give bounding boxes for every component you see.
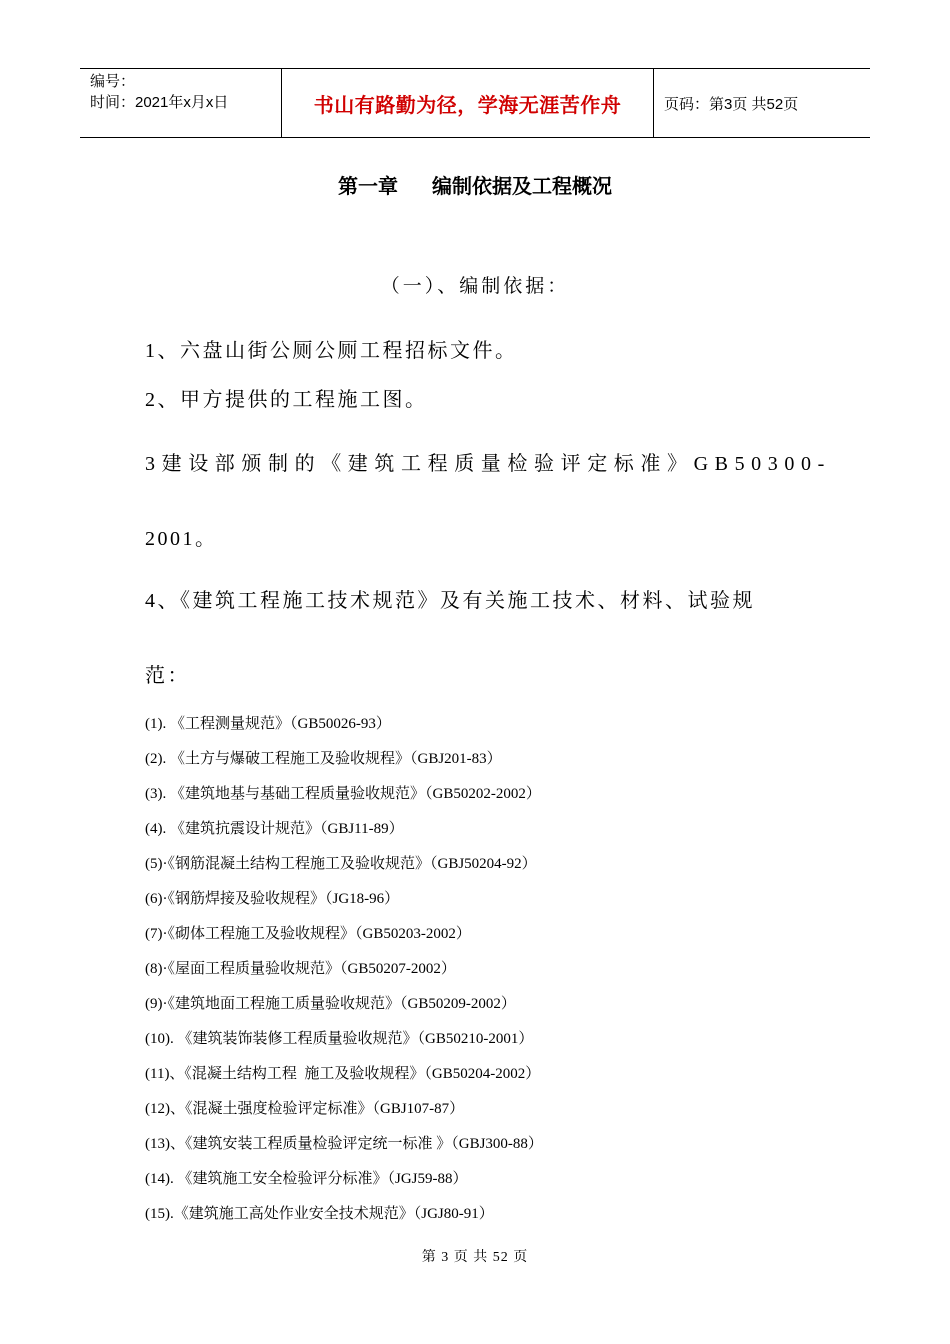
page-header <box>80 68 870 138</box>
page-info: 页码：第3页 共52页 <box>664 95 799 113</box>
paragraph-3-line-2: 2001。 <box>145 528 218 550</box>
section-title: （一）、编制依据： <box>380 276 570 297</box>
number-label: 编号： <box>90 73 136 90</box>
standard-item: (5)·《钢筋混凝土结构工程施工及验收规范》（GBJ50204-92） <box>145 856 537 872</box>
paragraph-2: 2、甲方提供的工程施工图。 <box>145 389 428 411</box>
header-left-cell <box>80 69 281 137</box>
paragraph-1: 1、六盘山街公厕公厕工程招标文件。 <box>145 340 518 362</box>
standard-item: (8)·《屋面工程质量验收规范》（GB50207-2002） <box>145 961 456 977</box>
time-label: 时间：2021年x月x日 <box>90 94 229 111</box>
standard-item: (1). 《工程测量规范》（GB50026-93） <box>145 716 391 732</box>
paragraph-4-line-1: 4、《建筑工程施工技术规范》及有关施工技术、材料、试验规 <box>145 590 755 612</box>
standard-item: (9)·《建筑地面工程施工质量验收规范》（GB50209-2002） <box>145 996 516 1012</box>
standard-item: (15).《建筑施工高处作业安全技术规范》（JGJ80-91） <box>145 1206 494 1222</box>
standard-item: (14). 《建筑施工安全检验评分标准》（JGJ59-88） <box>145 1171 468 1187</box>
motto: 书山有路勤为径，学海无涯苦作舟 <box>281 69 654 137</box>
chapter-number: 第一章 <box>338 176 398 198</box>
standard-item: (10). 《建筑装饰装修工程质量验收规范》（GB50210-2001） <box>145 1031 534 1047</box>
chapter-heading <box>0 170 950 199</box>
standard-item: (3). 《建筑地基与基础工程质量验收规范》（GB50202-2002） <box>145 786 541 802</box>
standard-item: (11)、《混凝土结构工程 施工及验收规程》（GB50204-2002） <box>145 1066 541 1082</box>
paragraph-4-line-2: 范： <box>145 665 190 687</box>
page-footer: 第 3 页 共 52 页 <box>421 1250 529 1265</box>
standard-item: (12)、《混凝土强度检验评定标准》（GBJ107-87） <box>145 1101 465 1117</box>
standard-item: (13)、《建筑安装工程质量检验评定统一标准 》（GBJ300-88） <box>145 1136 543 1152</box>
standard-item: (7)·《砌体工程施工及验收规程》（GB50203-2002） <box>145 926 471 942</box>
standard-item: (6)·《钢筋焊接及验收规程》（JG18-96） <box>145 891 400 907</box>
chapter-title: 编制依据及工程概况 <box>432 176 612 198</box>
standard-item: (2). 《土方与爆破工程施工及验收规程》（GBJ201-83） <box>145 751 502 767</box>
standard-item: (4). 《建筑抗震设计规范》（GBJ11-89） <box>145 821 404 837</box>
paragraph-3-line-1: 3建设部颁制的《建筑工程质量检验评定标准》GB50300- <box>145 453 831 475</box>
